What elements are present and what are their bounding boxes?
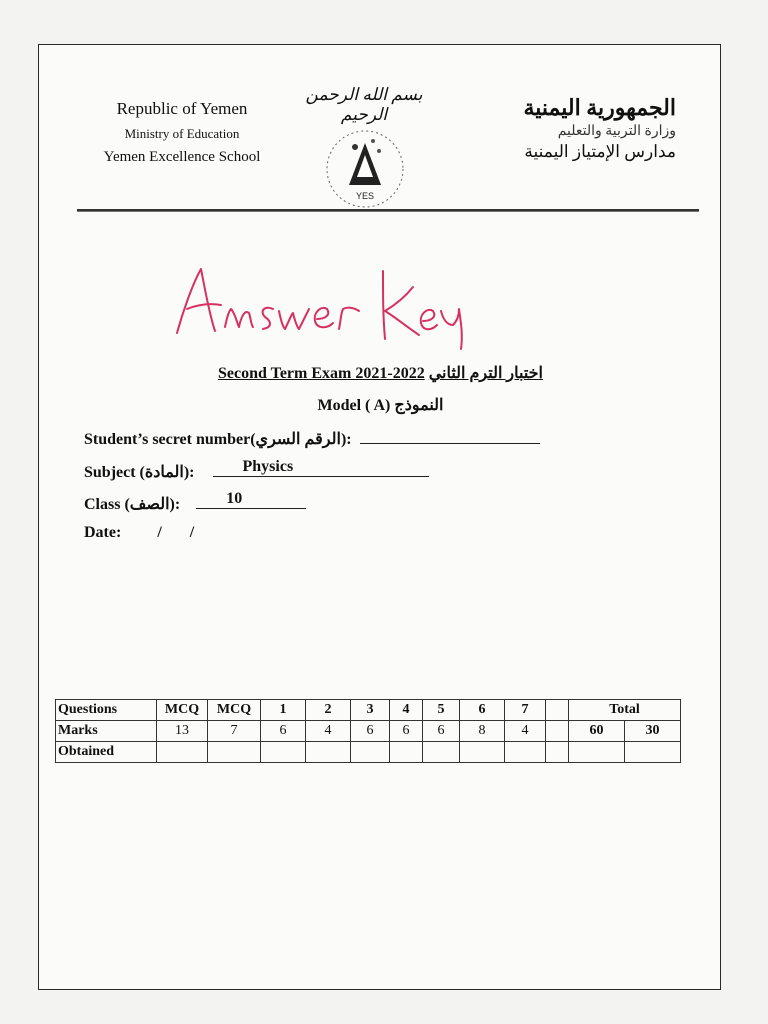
table-cell: 4 — [390, 700, 423, 721]
table-row-marks — [56, 721, 681, 742]
class-field — [84, 492, 306, 514]
table-cell: MCQ — [157, 700, 208, 721]
subject-label: Subject (المادة): — [84, 464, 195, 481]
bismillah-calligraphy: بسم الله الرحمن الرحيم — [305, 85, 423, 124]
obtained-total-cell[interactable] — [569, 742, 625, 763]
subject-blank[interactable] — [213, 460, 429, 477]
table-cell: 4 — [505, 721, 546, 742]
table-cell: 5 — [423, 700, 460, 721]
subject-value: Physics — [242, 458, 294, 475]
obtained-cell[interactable] — [306, 742, 351, 763]
obtained-cell[interactable] — [351, 742, 390, 763]
obtained-cell[interactable] — [460, 742, 505, 763]
obtained-cell[interactable] — [157, 742, 208, 763]
date-value: / / — [157, 524, 195, 541]
header-ar-school: مدارس الإمتياز اليمنية — [524, 142, 676, 161]
table-cell: 7 — [208, 721, 261, 742]
total-weighted-cell: 30 — [625, 721, 681, 742]
exam-model — [39, 395, 722, 415]
table-cell: 6 — [390, 721, 423, 742]
table-cell: MCQ — [208, 700, 261, 721]
subject-field — [84, 460, 429, 482]
table-cell: 4 — [306, 721, 351, 742]
table-cell: 1 — [261, 700, 306, 721]
arabic-header — [486, 95, 676, 162]
secret-number-label: Student’s secret number(الرقم السري): — [84, 431, 352, 448]
exam-title-en: Second Term Exam 2021-2022 — [218, 365, 425, 382]
logo-monogram: YES — [355, 191, 375, 201]
total-header: Total — [569, 700, 681, 721]
handwritten-answer-key — [169, 261, 469, 351]
row-label-marks: Marks — [56, 721, 157, 742]
table-row-obtained — [56, 742, 681, 763]
table-cell: 2 — [306, 700, 351, 721]
total-marks-cell: 60 — [569, 721, 625, 742]
obtained-cell[interactable] — [208, 742, 261, 763]
row-label-questions: Questions — [56, 700, 157, 721]
table-cell — [546, 700, 569, 721]
school-logo — [317, 121, 413, 217]
header-ministry: Ministry of Education — [124, 126, 240, 141]
table-cell: 6 — [351, 721, 390, 742]
table-cell: 3 — [351, 700, 390, 721]
exam-cover-page — [38, 44, 721, 990]
table-cell: 6 — [460, 700, 505, 721]
header-republic: Republic of Yemen — [116, 99, 248, 118]
secret-number-field — [84, 427, 540, 449]
obtained-total-cell[interactable] — [625, 742, 681, 763]
class-label: Class (الصف): — [84, 496, 181, 513]
english-header — [97, 99, 267, 166]
exam-title — [39, 363, 722, 383]
header-divider — [77, 209, 699, 212]
header-school: Yemen Excellence School — [103, 149, 261, 165]
header-ar-ministry: وزارة التربية والتعليم — [557, 124, 676, 139]
secret-number-blank[interactable] — [360, 427, 540, 444]
table-cell: 8 — [460, 721, 505, 742]
date-field — [84, 524, 194, 542]
class-value: 10 — [226, 490, 243, 507]
class-blank[interactable] — [196, 492, 306, 509]
exam-title-ar: اختبار الترم الثاني — [428, 365, 543, 382]
table-cell: 7 — [505, 700, 546, 721]
obtained-cell[interactable] — [390, 742, 423, 763]
table-cell: 6 — [423, 721, 460, 742]
obtained-cell[interactable] — [261, 742, 306, 763]
table-cell: 6 — [261, 721, 306, 742]
row-label-obtained: Obtained — [56, 742, 157, 763]
date-label: Date: — [84, 524, 122, 541]
table-cell: 13 — [157, 721, 208, 742]
table-cell — [546, 721, 569, 742]
model-ar: النموذج — [394, 397, 444, 414]
obtained-cell[interactable] — [505, 742, 546, 763]
obtained-cell[interactable] — [546, 742, 569, 763]
marks-table — [55, 699, 681, 763]
obtained-cell[interactable] — [423, 742, 460, 763]
header-ar-republic: الجمهورية اليمنية — [523, 95, 676, 120]
model-en: Model ( A) — [317, 397, 391, 414]
table-row-questions — [56, 700, 681, 721]
